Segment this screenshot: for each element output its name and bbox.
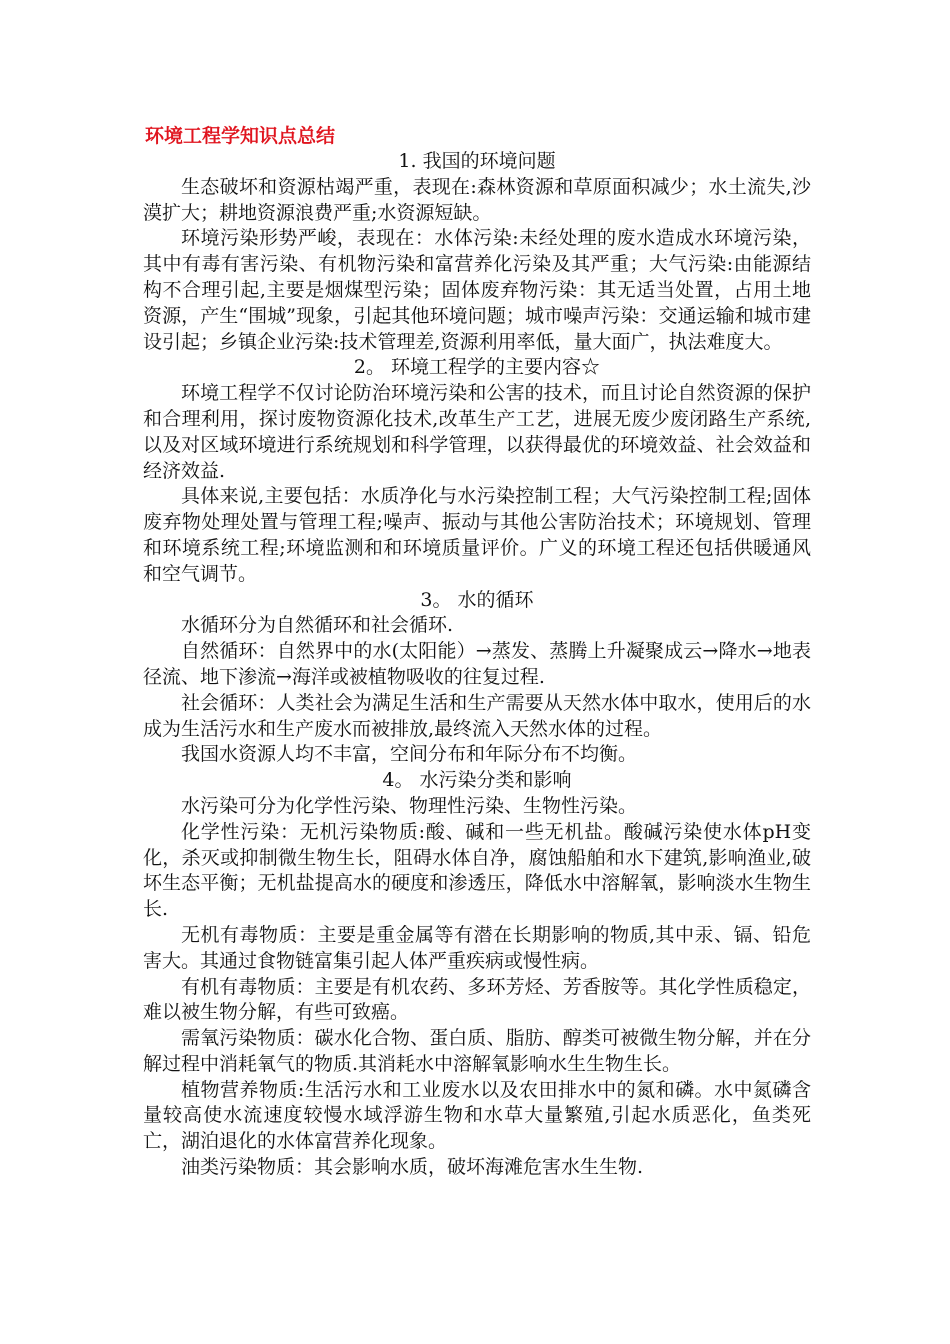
- paragraph: 环境污染形势严峻，表现在：水体污染:未经处理的废水造成水环境污染，其中有毒有害污染、有机物污染和富营养化污染及其严重；大气污染:由能源结构不合理引起,主要是烟煤型污染；固体废弃物污染：其无适当处置，占用土地资源，产生“围城”现象，引起其他环境问题；城市噪声污染：交通运输和城市建设引起；乡镇企业污染:技术管理差,资源利用率低，量大面广，执法难度大。: [143, 227, 811, 353]
- paragraph: 生态破坏和资源枯竭严重，表现在:森林资源和草原面积减少；水土流失,沙漠扩大；耕地资源浪费严重;水资源短缺。: [143, 175, 811, 224]
- document-title: 环境工程学知识点总结: [145, 125, 336, 147]
- paragraph: 自然循环：自然界中的水(太阳能）→蒸发、蒸腾上升凝聚成云→降水→地表径流、地下渗流→海洋或被植物吸收的往复过程.: [143, 640, 811, 688]
- paragraph: 化学性污染：无机污染物质:酸、碱和一些无机盐。酸碱污染使水体pH变化，杀灭或抑制微生物生长，阻碍水体自净，腐蚀船舶和水下建筑,影响渔业,破坏生态平衡；无机盐提高水的硬度和渗透压，降低水中溶解氧，影响淡水生物生长.: [143, 820, 811, 921]
- section-water-pollution: [143, 768, 811, 1181]
- paragraph: 有机有毒物质：主要是有机农药、多环芳烃、芳香胺等。其化学性质稳定，难以被生物分解，有些可致癌。: [143, 975, 811, 1024]
- paragraph: 植物营养物质:生活污水和工业废水以及农田排水中的氮和磷。水中氮磷含量较高使水流速度较慢水域浮游生物和水草大量繁殖,引起水质恶化，鱼类死亡，湖泊退化的水体富营养化现象。: [143, 1078, 811, 1153]
- section-heading: 4。 水污染分类和影响: [382, 769, 572, 792]
- paragraph: 水污染可分为化学性污染、物理性污染、生物性污染。: [181, 794, 638, 817]
- paragraph: 我国水资源人均不丰富，空间分布和年际分布不均衡。: [181, 743, 638, 766]
- paragraph: 无机有毒物质：主要是重金属等有潜在长期影响的物质,其中汞、镉、铅危害大。其通过食物链富集引起人体严重疾病或慢性病。: [143, 923, 811, 972]
- document-page: [143, 123, 811, 1181]
- section-water-cycle: [143, 588, 811, 769]
- paragraph: 具体来说,主要包括：水质净化与水污染控制工程；大气污染控制工程;固体废弃物处理处置与管理工程;噪声、振动与其他公害防治技术；环境规划、管理和环境系统工程;环境监测和和环境质量评价。广义的环境工程还包括供暖通风和空气调节。: [143, 485, 811, 585]
- paragraph: 社会循环：人类社会为满足生活和生产需要从天然水体中取水，使用后的水成为生活污水和生产废水而被排放,最终流入天然水体的过程。: [143, 691, 811, 740]
- section-main-contents: [143, 355, 811, 587]
- paragraph: 油类污染物质：其会影响水质，破坏海滩危害水生生物.: [181, 1156, 644, 1179]
- section-heading: 1. 我国的环境问题: [398, 150, 556, 172]
- section-heading: 2。 环境工程学的主要内容☆: [353, 356, 601, 379]
- paragraph: 环境工程学不仅讨论防治环境污染和公害的技术，而且讨论自然资源的保护和合理利用，探讨废物资源化技术,改革生产工艺，进展无废少废闭路生产系统,以及对区域环境进行系统规划和科学管理，以获得最优的环境效益、社会效益和经济效益.: [143, 382, 811, 482]
- paragraph: 水循环分为自然循环和社会循环.: [181, 614, 454, 637]
- section-environmental-problems: [143, 149, 811, 355]
- paragraph: 需氧污染物质：碳水化合物、蛋白质、脂肪、醇类可被微生物分解，并在分解过程中消耗氧气的物质.其消耗水中溶解氧影响水生生物生长。: [143, 1027, 811, 1075]
- section-heading: 3。 水的循环: [420, 588, 534, 611]
